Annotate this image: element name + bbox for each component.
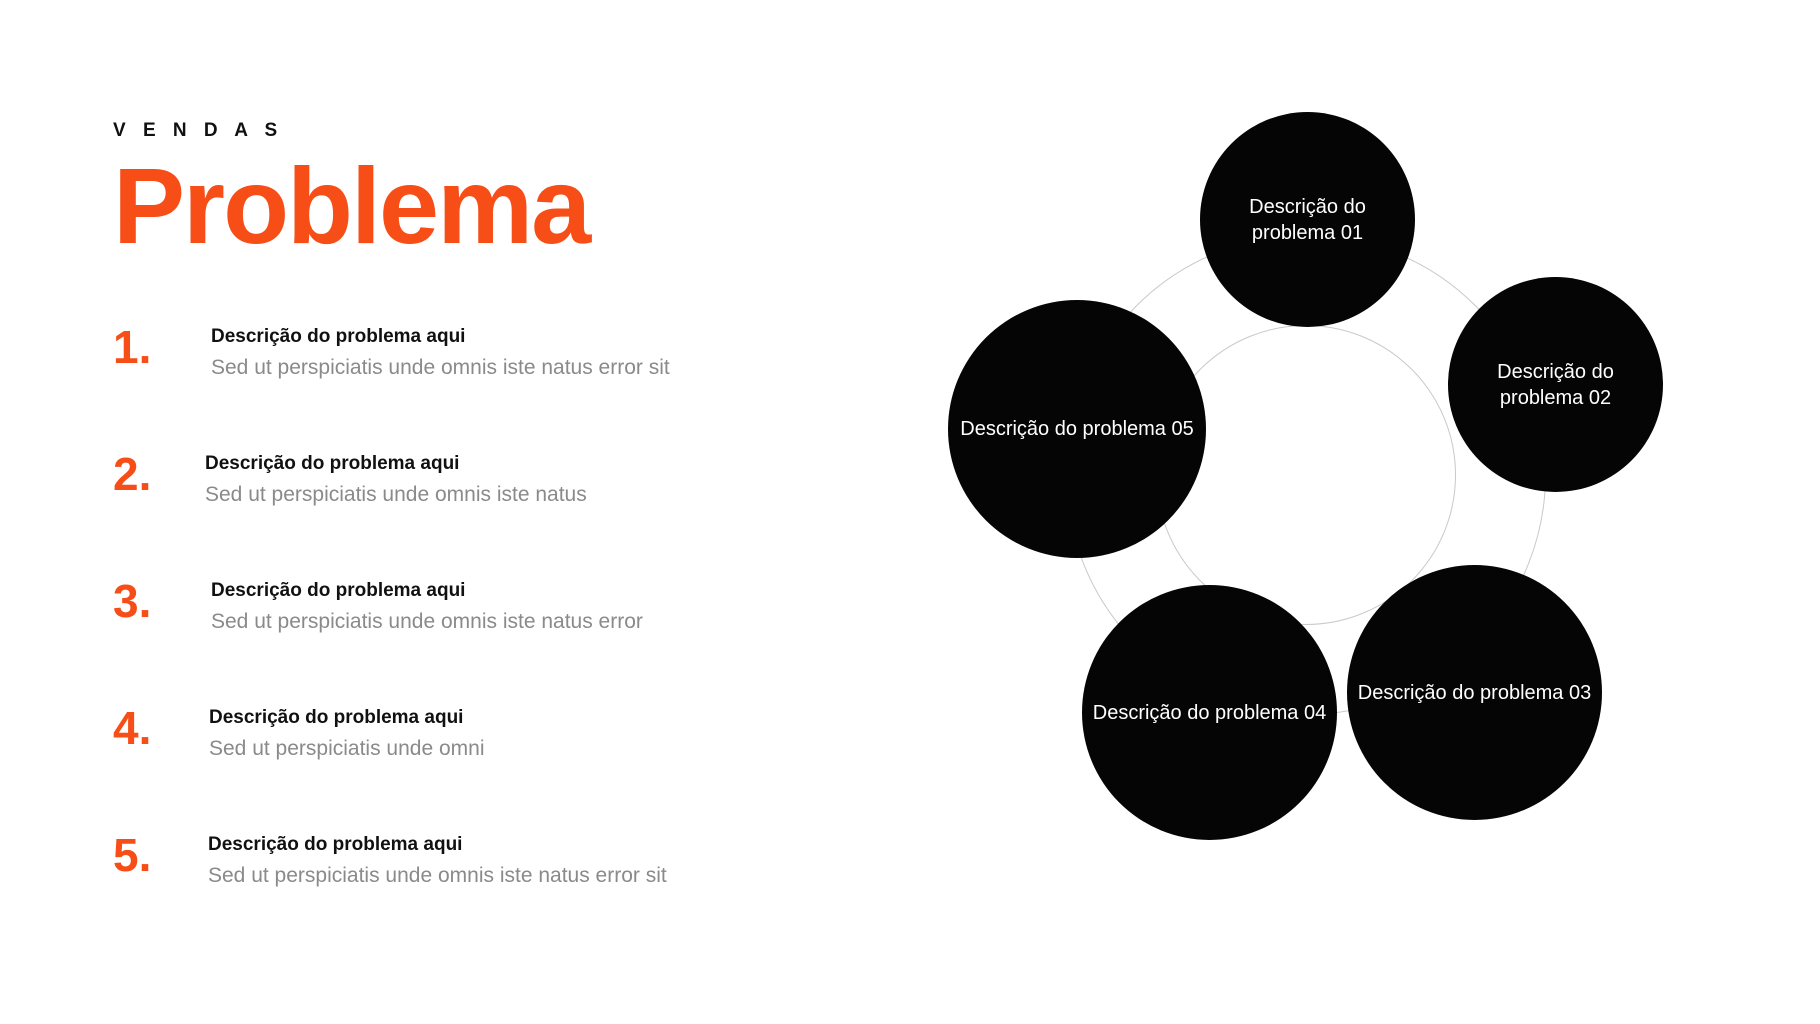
list-item — [113, 321, 833, 412]
list-item-title: Descrição do problema aqui — [208, 834, 463, 856]
diagram-node-label: Descrição do problema 04 — [1092, 701, 1327, 724]
list-item-title: Descrição do problema aqui — [211, 326, 466, 348]
list-item — [113, 829, 833, 920]
list-item — [113, 448, 833, 539]
list-item-body — [211, 578, 833, 636]
list-item-number: 2. — [113, 448, 152, 501]
list-item-body — [209, 705, 833, 763]
list-item-body — [205, 451, 833, 509]
circular-diagram — [900, 70, 1720, 870]
diagram-node-label: Descrição do problema 01 — [1249, 195, 1366, 244]
diagram-inner-ring — [1156, 325, 1456, 625]
list-item-description: Sed ut perspiciatis unde omnis iste natus error — [211, 609, 643, 633]
list-item-title: Descrição do problema aqui — [209, 707, 464, 729]
list-item — [113, 575, 833, 666]
diagram-node-04 — [1082, 585, 1337, 840]
list-item — [113, 702, 833, 793]
list-item-number: 1. — [113, 321, 152, 374]
list-item-description: Sed ut perspiciatis unde omni — [209, 736, 485, 760]
diagram-node-03 — [1347, 565, 1602, 820]
list-item-description: Sed ut perspiciatis unde omnis iste natus error sit — [211, 355, 670, 379]
left-content-column — [113, 120, 833, 920]
diagram-node-label: Descrição do problema 05 — [960, 418, 1194, 440]
list-item-description: Sed ut perspiciatis unde omnis iste natus error sit — [208, 863, 667, 887]
page-title: Problema — [113, 144, 590, 266]
list-item-title: Descrição do problema aqui — [211, 580, 466, 602]
list-item-number: 5. — [113, 829, 152, 882]
slide-eyebrow: V E N D A S — [113, 120, 284, 141]
list-item-title: Descrição do problema aqui — [205, 453, 460, 475]
problem-list — [113, 321, 833, 920]
diagram-node-02 — [1448, 277, 1663, 492]
list-item-number: 4. — [113, 702, 152, 755]
diagram-node-05 — [948, 300, 1206, 558]
list-item-description: Sed ut perspiciatis unde omnis iste natus — [205, 482, 587, 506]
diagram-node-label: Descrição do problema 03 — [1357, 681, 1592, 704]
diagram-node-label: Descrição do problema 02 — [1497, 360, 1614, 409]
diagram-node-01 — [1200, 112, 1415, 327]
list-item-number: 3. — [113, 575, 152, 628]
list-item-body — [208, 832, 833, 890]
list-item-body — [211, 324, 833, 382]
